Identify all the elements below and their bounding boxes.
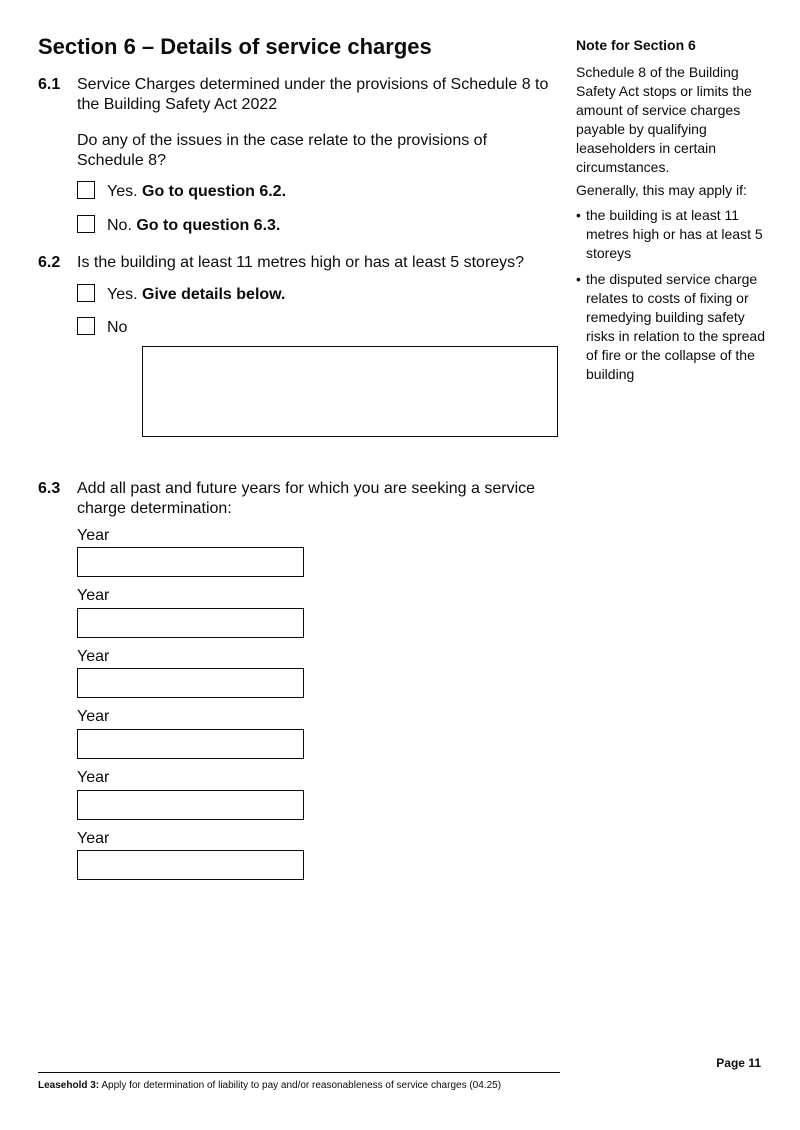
- question-text-6-3: Add all past and future years for which you are seeking a service charge determination:: [77, 480, 536, 517]
- checkbox-6-1-no[interactable]: [77, 215, 95, 233]
- note-bullet: • the building is at least 11 metres high or has at least 5 storeys: [576, 206, 771, 263]
- year-label: Year: [77, 708, 110, 725]
- question-number-6-3: 6.3: [38, 480, 61, 497]
- option-prefix: Yes.: [107, 286, 138, 303]
- footer-description: Apply for determination of liability to pay and/or reasonableness of service charges (04.25): [101, 1080, 502, 1091]
- year-input[interactable]: [77, 790, 304, 820]
- year-input[interactable]: [77, 729, 304, 759]
- question-text-6-2: Is the building at least 11 metres high or has at least 5 storeys?: [77, 254, 525, 271]
- note-paragraph: Schedule 8 of the Building Safety Act stops or limits the amount of service charges payable by qualifying leaseholders in certain circumstances.: [576, 64, 752, 175]
- footer-divider: [38, 1072, 560, 1073]
- checkbox-6-2-yes[interactable]: [77, 284, 95, 302]
- question-number-6-2: 6.2: [38, 254, 61, 271]
- note-bullet-list: [576, 206, 771, 384]
- section-note: [576, 36, 771, 391]
- year-label: Year: [77, 769, 110, 786]
- option-6-2-no[interactable]: [77, 317, 127, 338]
- option-6-2-yes[interactable]: [77, 284, 285, 305]
- question-number-6-1: 6.1: [38, 76, 61, 93]
- option-6-1-yes[interactable]: [77, 181, 286, 202]
- note-paragraph: Generally, this may apply if:: [576, 182, 747, 198]
- question-text-6-1: Service Charges determined under the provisions of Schedule 8 to the Building Safety Act 2022: [77, 76, 549, 113]
- year-input[interactable]: [77, 850, 304, 880]
- note-bullet: • the disputed service charge relates to costs of fixing or remedying building safety risks in relation to the spread of fire or the collapse of the building: [576, 270, 771, 384]
- option-prefix: No: [107, 319, 128, 336]
- option-action: Give details below.: [142, 286, 286, 303]
- option-6-1-no[interactable]: [77, 215, 280, 236]
- year-label: Year: [77, 830, 110, 847]
- year-input[interactable]: [77, 547, 304, 577]
- option-action: Go to question 6.3.: [136, 217, 281, 234]
- details-textarea[interactable]: [142, 346, 558, 437]
- section-title: Section 6 – Details of service charges: [38, 34, 432, 59]
- checkbox-6-2-no[interactable]: [77, 317, 95, 335]
- year-label: Year: [77, 527, 110, 544]
- year-label: Year: [77, 648, 110, 665]
- page-number: Page 11: [716, 1056, 761, 1070]
- checkbox-6-1-yes[interactable]: [77, 181, 95, 199]
- footer-text: [38, 1080, 501, 1091]
- option-prefix: Yes.: [107, 183, 138, 200]
- question-subtext-6-1: Do any of the issues in the case relate to the provisions of Schedule 8?: [77, 132, 488, 169]
- option-prefix: No.: [107, 217, 132, 234]
- year-label: Year: [77, 587, 110, 604]
- note-title: Note for Section 6: [576, 37, 696, 53]
- footer-form-name: Leasehold 3:: [38, 1080, 100, 1091]
- year-input[interactable]: [77, 608, 304, 638]
- option-action: Go to question 6.2.: [142, 183, 287, 200]
- year-input[interactable]: [77, 668, 304, 698]
